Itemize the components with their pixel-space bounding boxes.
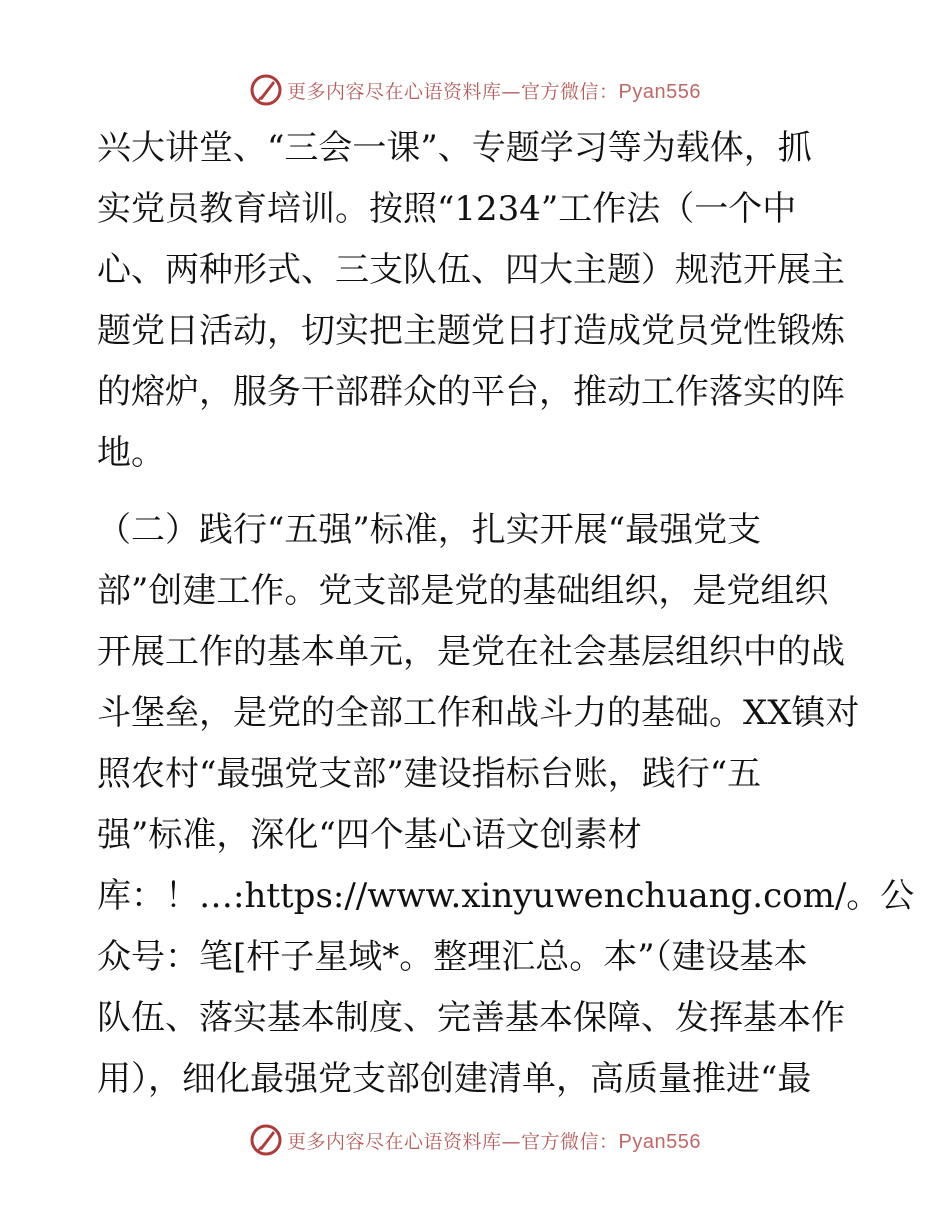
footer-banner [0, 1118, 950, 1162]
text-line: 的熔炉，服务干部群众的平台，推动工作落实的阵 [97, 372, 845, 412]
text-line: 实党员教育培训。按照“1234”工作法（一个中 [97, 189, 797, 229]
text-line: 队伍、落实基本制度、完善基本保障、发挥基本作 [97, 998, 845, 1038]
text-line: （二）践行“五强”标准，扎实开展“最强党支 [97, 510, 762, 550]
banner-label: 更多内容尽在心语资料库—官方微信： [287, 1130, 619, 1153]
quill-logo-icon [249, 1123, 283, 1157]
banner-text [287, 1127, 701, 1154]
text-line: 地。 [97, 433, 165, 473]
text-line: 照农村“最强党支部”建设指标台账，践行“五 [97, 754, 762, 794]
text-line: 开展工作的基本单元，是党在社会基层组织中的战 [97, 632, 845, 672]
text-line: 斗堡垒，是党的全部工作和战斗力的基础。XX镇对 [97, 693, 860, 733]
header-banner [0, 68, 950, 112]
text-line: 题党日活动，切实把主题党日打造成党员党性锻炼 [97, 311, 845, 351]
quill-logo-icon [249, 73, 283, 107]
banner-wechat-id: Pyan556 [618, 1130, 701, 1153]
text-line: 心、两种形式、三支队伍、四大主题）规范开展主 [97, 250, 845, 290]
text-line: 库：！…:https://www.xinyuwenchuang.com/。公 [97, 876, 915, 916]
document-body [97, 118, 915, 1110]
banner-text [287, 77, 701, 104]
text-line: 部”创建工作。党支部是党的基础组织，是党组织 [97, 571, 829, 611]
paragraph-gap [97, 484, 857, 500]
text-line: 强”标准，深化“四个基心语文创素材 [97, 815, 642, 855]
text-line: 兴大讲堂、“三会一课”、专题学习等为载体，抓 [97, 128, 812, 168]
banner-label: 更多内容尽在心语资料库—官方微信： [287, 80, 619, 103]
text-line: 用），细化最强党支部创建清单，高质量推进“最 [97, 1059, 812, 1099]
text-line: 众号：笔[杆子星域*。整理汇总。本”（建设基本 [97, 937, 808, 977]
banner-wechat-id: Pyan556 [618, 80, 701, 103]
